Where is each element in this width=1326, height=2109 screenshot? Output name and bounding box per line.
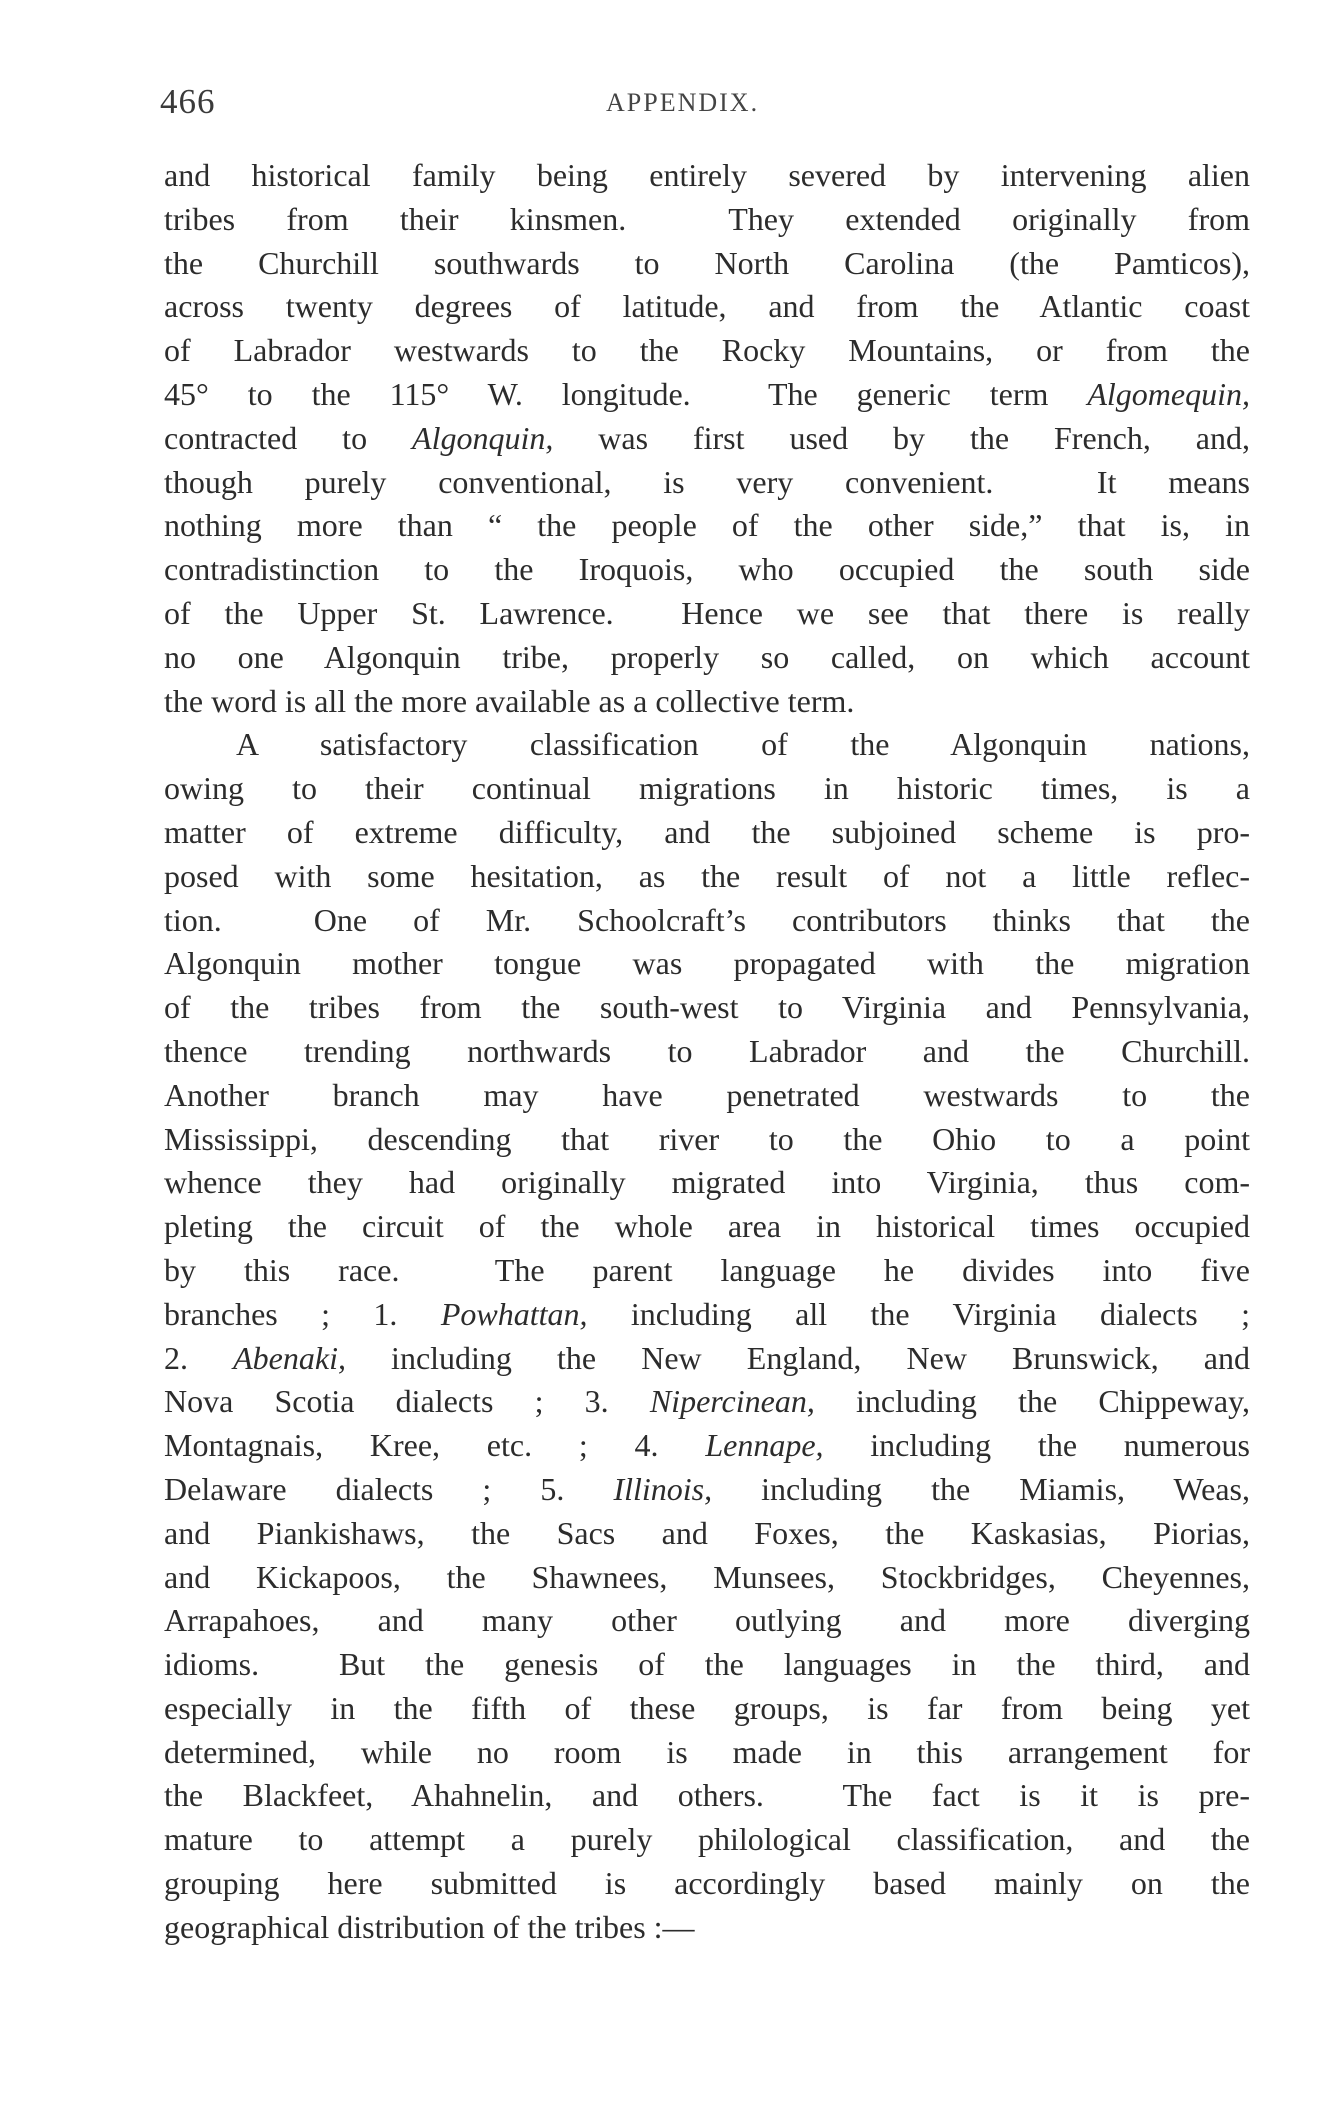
- text-segment: whence they had originally migrated into Virginia, thus com-: [164, 1164, 1250, 1201]
- text-segment: the Churchill southwards to North Carolina (the Pamticos),: [164, 244, 1250, 281]
- text-line: [164, 461, 1250, 505]
- text-segment: of the Upper St. Lawrence. Hence we see that there is really: [164, 594, 1250, 631]
- text-line: [164, 417, 1250, 461]
- text-segment: owing to their continual migrations in historic times, is a: [164, 770, 1250, 807]
- running-head: APPENDIX.: [606, 88, 760, 117]
- text-line: [164, 1906, 1250, 1950]
- text-segment: branches ; 1.: [164, 1295, 441, 1332]
- text-segment: 2.: [164, 1339, 234, 1376]
- text-line: [164, 1643, 1250, 1687]
- text-line: [164, 1118, 1250, 1162]
- text-line: [164, 504, 1250, 548]
- text-line: [164, 1818, 1250, 1862]
- text-segment: was first used by the French, and,: [553, 419, 1251, 456]
- text-line: [164, 942, 1250, 986]
- text-line: [164, 1599, 1250, 1643]
- text-segment: Algonquin mother tongue was propagated with the migration: [164, 945, 1250, 982]
- text-segment: the word is all the more available as a collective term.: [164, 682, 855, 719]
- text-segment: though purely conventional, is very convenient. It means: [164, 463, 1250, 500]
- text-segment: no one Algonquin tribe, properly so called, on which account: [164, 638, 1250, 675]
- text-line: [164, 1468, 1250, 1512]
- text-line: [164, 636, 1250, 680]
- text-segment: A satisfactory classification of the Algonquin nations,: [236, 726, 1250, 763]
- text-segment: and historical family being entirely severed by intervening alien: [164, 157, 1250, 193]
- text-line: [164, 592, 1250, 636]
- page-number: 466: [160, 82, 216, 121]
- text-line: [164, 1161, 1250, 1205]
- italic-term: Illinois,: [613, 1470, 713, 1507]
- text-segment: posed with some hesitation, as the result of not a little reflec-: [164, 857, 1250, 894]
- text-segment: Mississippi, descending that river to the Ohio to a point: [164, 1120, 1250, 1157]
- text-segment: Delaware dialects ; 5.: [164, 1470, 614, 1507]
- text-line: [164, 242, 1250, 286]
- text-line: [164, 1687, 1250, 1731]
- text-segment: of the tribes from the south-west to Virginia and Pennsylvania,: [164, 989, 1250, 1026]
- text-segment: and Piankishaws, the Sacs and Foxes, the Kaskasias, Piorias,: [164, 1514, 1250, 1551]
- text-segment: tribes from their kinsmen. They extended originally from: [164, 200, 1250, 237]
- text-segment: matter of extreme difficulty, and the subjoined scheme is pro-: [164, 813, 1250, 850]
- text-line: [164, 1249, 1250, 1293]
- text-line: [164, 548, 1250, 592]
- text-segment: Nova Scotia dialects ; 3.: [164, 1383, 650, 1420]
- text-line: [164, 1293, 1250, 1337]
- text-segment: across twenty degrees of latitude, and from the Atlantic coast: [164, 288, 1250, 325]
- text-line: [164, 373, 1250, 417]
- italic-term: Abenaki,: [233, 1339, 346, 1376]
- page-header: [160, 82, 1250, 126]
- text-segment: by this race. The parent language he divides into five: [164, 1251, 1250, 1288]
- italic-term: Powhattan,: [440, 1295, 588, 1332]
- text-segment: Another branch may have penetrated westwards to the: [164, 1076, 1250, 1113]
- text-segment: geographical distribution of the tribes :—: [164, 1908, 695, 1945]
- text-segment: thence trending northwards to Labrador and the Churchill.: [164, 1032, 1250, 1069]
- italic-term: Nipercinean,: [649, 1383, 815, 1420]
- text-segment: mature to attempt a purely philological classification, and the: [164, 1821, 1250, 1858]
- text-line: [164, 1862, 1250, 1906]
- text-line: [164, 1424, 1250, 1468]
- text-segment: Montagnais, Kree, etc. ; 4.: [164, 1427, 706, 1464]
- text-segment: determined, while no room is made in this arrangement for: [164, 1733, 1250, 1770]
- text-line: [164, 1556, 1250, 1600]
- text-line: [164, 285, 1250, 329]
- text-line: [164, 1774, 1250, 1818]
- text-line: [164, 1337, 1250, 1381]
- text-line: [164, 1074, 1250, 1118]
- text-segment: including the New England, New Brunswick, and: [345, 1339, 1251, 1376]
- text-line: [164, 680, 1250, 724]
- text-segment: idioms. But the genesis of the languages in the third, and: [164, 1646, 1250, 1683]
- text-segment: including all the Virginia dialects ;: [587, 1295, 1251, 1332]
- text-line: [164, 1030, 1250, 1074]
- text-segment: including the numerous: [823, 1427, 1251, 1464]
- text-line: [164, 986, 1250, 1030]
- text-segment: and Kickapoos, the Shawnees, Munsees, Stockbridges, Cheyennes,: [164, 1558, 1250, 1595]
- text-segment: of Labrador westwards to the Rocky Mountains, or from the: [164, 332, 1250, 369]
- text-line: [164, 1512, 1250, 1556]
- text-segment: grouping here submitted is accordingly based mainly on the: [164, 1865, 1250, 1902]
- text-segment: contradistinction to the Iroquois, who occupied the south side: [164, 551, 1250, 588]
- text-segment: contracted to: [164, 419, 413, 456]
- text-segment: 45° to the 115° W. longitude. The generic term: [164, 375, 1088, 412]
- text-segment: nothing more than “ the people of the other side,” that is, in: [164, 507, 1250, 544]
- italic-term: Lennape,: [705, 1427, 824, 1464]
- text-line: [164, 1380, 1250, 1424]
- text-line: [164, 899, 1250, 943]
- italic-term: Algomequin,: [1087, 375, 1250, 412]
- text-segment: tion. One of Mr. Schoolcraft’s contributors thinks that the: [164, 901, 1250, 938]
- text-line: [164, 329, 1250, 373]
- text-line: [164, 723, 1250, 767]
- text-segment: especially in the fifth of these groups, is far from being yet: [164, 1689, 1250, 1726]
- text-line: [164, 811, 1250, 855]
- text-line: [164, 1205, 1250, 1249]
- body-text: [164, 154, 1250, 1950]
- text-line: [164, 855, 1250, 899]
- italic-term: Algonquin,: [412, 419, 554, 456]
- text-segment: Arrapahoes, and many other outlying and more diverging: [164, 1602, 1250, 1639]
- text-line: [164, 198, 1250, 242]
- text-segment: including the Miamis, Weas,: [712, 1470, 1251, 1507]
- text-segment: including the Chippeway,: [814, 1383, 1251, 1420]
- text-line: [164, 767, 1250, 811]
- text-segment: the Blackfeet, Ahahnelin, and others. The fact is it is pre-: [164, 1777, 1250, 1814]
- text-segment: pleting the circuit of the whole area in historical times occupied: [164, 1208, 1250, 1245]
- text-line: [164, 154, 1250, 198]
- text-line: [164, 1731, 1250, 1775]
